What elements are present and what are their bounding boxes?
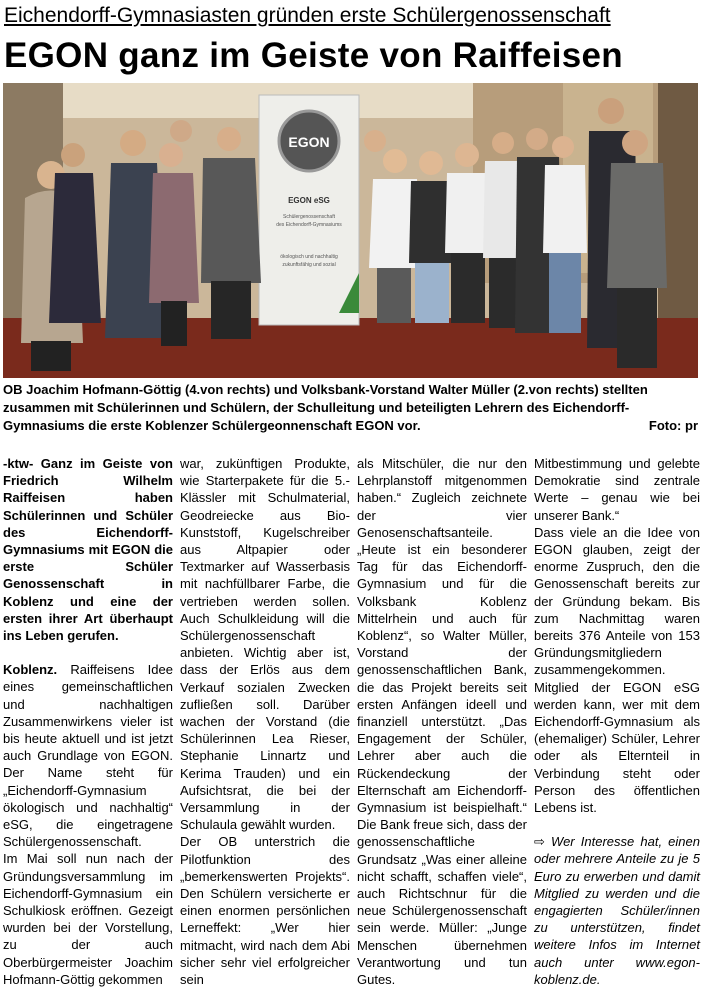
article-headline: EGON ganz im Geiste von Raiffeisen: [4, 36, 623, 75]
column-4: [534, 455, 700, 988]
caption-text: OB Joachim Hofmann-Göttig (4.von rechts) und Volksbank-Vorstand Walter Müller (2.von rechts) stellten zusammen mit Schülerinnen und Schülern, der Schulleitung und beteiligten Lehrern des Eichendorff-Gymnasiums die erste Koblenzer Schülergeonnenschaft EGON vor.: [3, 382, 648, 433]
column-3: [357, 455, 527, 988]
photo-caption: [3, 381, 698, 435]
body-paragraph-7: Mitbestimmung und gelebte Demokratie sind zentrale Werte – genau wie bei unserer Bank.“: [534, 456, 700, 523]
group-photo: [3, 83, 698, 378]
body-paragraph-2: Im Mai soll nun nach der Gründungsversammlung im Eichendorff-Gymnasium ein Schulkiosk eröffnen. Gezeigt wurden bei der Vorstellung, zu der auch Oberbürgermeister Joachim Hofmann-Göttig gekommen: [3, 851, 173, 987]
dateline: Koblenz.: [3, 662, 58, 678]
banner-logo: EGON: [288, 134, 330, 150]
body-paragraph-4: Der OB unterstrich die Pilotfunktion des „bemerkenswerten Projekts“. Den Schülern versicherte er einen enormen persönlichen Lerneffekt: „Wer hier mitmacht, wird nach dem Abi sicher sehr viel erfolgreicher sein: [180, 834, 350, 988]
body-paragraph-1: [3, 661, 173, 850]
article-kicker: Eichendorff-Gymnasiasten gründen erste Schülergenossenschaft: [4, 4, 611, 27]
body-paragraph-3: war, zukünftigen Produkte, wie Starterpakete für die 5.-Klässler mit Schulmaterial, Geodreiecke aus Bio-Kunststoff, Kugelschreiber aus Altpapier oder Textmarker auf Wasserbasis mit nachfüllbarer Farbe, die vertrieben werden sollen. Auch Schulkleidung will die Schülergenossenschaft anbieten. Wichtig aber ist, dass der Erlös aus dem Verkauf sozialen Zwecken zufließen soll. Darüber wachen der Vorstand (die Schülerinnen Lea Rieser, Stephanie Linnartz und Kerima Trauden) und ein Aufsichtsrat, die bei der Versammlung in der Schulaula gewählt wurden.: [180, 456, 350, 833]
banner-sub4: zukunftsfähig und sozial: [282, 262, 336, 268]
info-text: Wer Interesse hat, einen oder mehrere Anteile zu je 5 Euro zu erwerben und damit Mitglied zu werden und die engagierten Schüler/innen zu unterstützen, findet weitere Infos im Internet auch unter www.egon-koblenz.de.: [534, 834, 700, 987]
body-paragraph-6: „Heute ist ein besonderer Tag für das Eichendorff-Gymnasium und für die Volksbank Koblenz Mittelrhein und auch für Koblenz“, so Walter Müller, Vorstand der genossenschaftlichen Bank, die das Projekt bereits seit ersten Anfängen ideell und finanziell unterstützt. „Das Engagement der Schüler, Lehrer aber auch die Rückendeckung der Elternschaft am Eichendorff-Gymnasium ist beispielhaft.“ Die Bank freue sich, dass der genossenschaftliche Grundsatz „Was einer alleine nicht schafft, schaffen viele“, auch Richtschnur für die neue Schülergenossenschaft sein werde. Müller: „Junge Menschen übernehmen Verantwortung und tun Gutes.: [357, 542, 527, 988]
column-2: [180, 455, 350, 988]
banner-title: EGON eSG: [288, 196, 330, 205]
info-box: [534, 833, 700, 988]
banner-sub3: ökologisch und nachhaltig: [280, 254, 338, 260]
photo-credit: Foto: pr: [648, 418, 698, 433]
column-1: [3, 455, 173, 988]
body-paragraph-8: Dass viele an die Idee von EGON glauben, zeigt der enorme Zuspruch, den die Genossenschaft bereits zur der Gründung bekam. Bis zum Nachmittag waren bereits 376 Anteile von 153 Gründungsmitgliedern zusammengekommen. Mitglied der EGON eSG werden kann, wer mit dem Eichendorff-Gymnasium als (ehemaliger) Schüler, Lehrer oder als Elternteil in Verbindung steht oder Person des öffentlichen Lebens ist.: [534, 524, 700, 816]
body-text-1: Raiffeisens Idee eines gemeinschaftlichen und nachhaltigen Zusammenwirkens vieler ist bis heute aktuell und ist jetzt auch Grundlage von EGON. Der Name steht für „Eichendorff-Gymnasium ökologisch und nachhaltig“ eSG, die eingetragene Schülergenossenschaft.: [3, 662, 173, 850]
banner-sub1: Schülergenossenschaft: [283, 214, 335, 220]
lead-paragraph: -ktw- Ganz im Geiste von Friedrich Wilhelm Raiffeisen haben Schülerinnen und Schüler des Eichendorff-Gymnasiums mit EGON die erste Schüler Genossenschaft in Koblenz und eine der ersten ihrer Art überhaupt ins Leben gerufen.: [3, 456, 173, 644]
body-paragraph-5: als Mitschüler, die nur den Lehrplanstoff mitgenommen haben.“ Zugleich zeichnete der vier Genosenschaftsanteile.: [357, 456, 527, 540]
arrow-right-icon: ⇨: [534, 834, 545, 850]
banner-sub2: des Eichendorff-Gymnasiums: [276, 222, 342, 228]
